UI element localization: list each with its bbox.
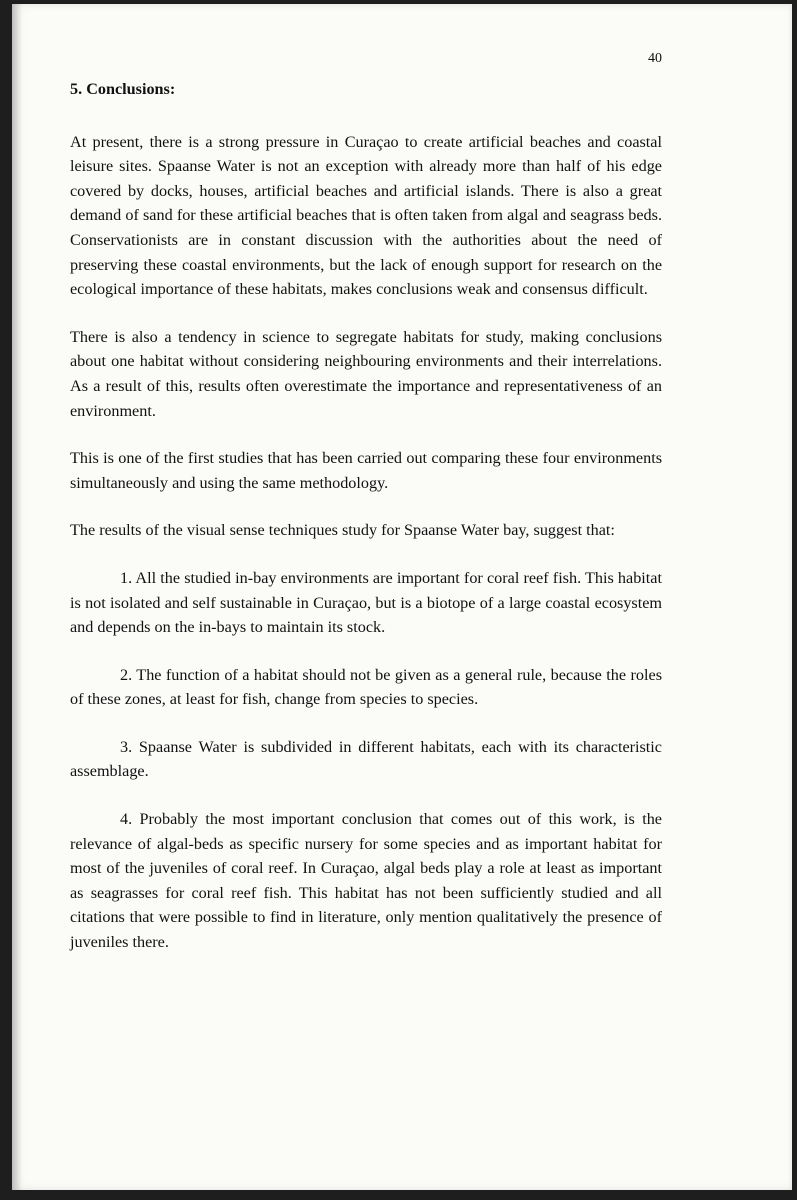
page-number: 40 <box>648 51 662 66</box>
paragraph-pressure: At present, there is a strong pressure in Curaçao to create artificial beaches and coastal leisure sites. Spaanse Water is not an exception with already more than half of his edge covered by docks, houses, artificial beaches and artificial islands. There is also a great demand of sand for these artificial beaches that is often taken from algal and seagrass beds. Conservationists are in constant discussion with the authorities about the need of preserving these coastal environments, but the lack of enough support for research on the ecological importance of these habitats, makes conclusions weak and consensus difficult. <box>70 132 662 299</box>
paragraph-results-intro: The results of the visual sense techniques study for Spaanse Water bay, suggest that: <box>70 521 615 540</box>
paragraph-segregation: There is also a tendency in science to segregate habitats for study, making conclusions about one habitat without considering neighbouring environments and their interrelations. As a result of this, results often overestimate the importance and representativeness of an environment. <box>70 327 662 420</box>
finding-2: 2. The function of a habitat should not be given as a general rule, because the roles of these zones, at least for fish, change from species to species. <box>70 665 662 709</box>
page-content <box>70 77 662 955</box>
document-page <box>12 4 792 1190</box>
finding-1: 1. All the studied in-bay environments are important for coral reef fish. This habitat is not isolated and self sustainable in Curaçao, but is a biotope of a large coastal ecosystem and depends on the in-bays to maintain its stock. <box>70 568 662 637</box>
finding-3: 3. Spaanse Water is subdivided in different habitats, each with its characteristic assemblage. <box>70 737 662 781</box>
section-heading: 5. Conclusions: <box>70 80 176 98</box>
finding-4: 4. Probably the most important conclusion that comes out of this work, is the relevance of algal-beds as specific nursery for some species and as important habitat for most of the juveniles of coral reef. In Curaçao, algal beds play a role at least as important as seagrasses for coral reef fish. This habitat has not been sufficiently studied and all citations that were possible to find in literature, only mention qualitatively the presence of juveniles there. <box>70 810 662 952</box>
binding-shadow <box>12 4 22 1190</box>
paragraph-first-study: This is one of the first studies that has been carried out comparing these four environments simultaneously and using the same methodology. <box>70 449 662 492</box>
